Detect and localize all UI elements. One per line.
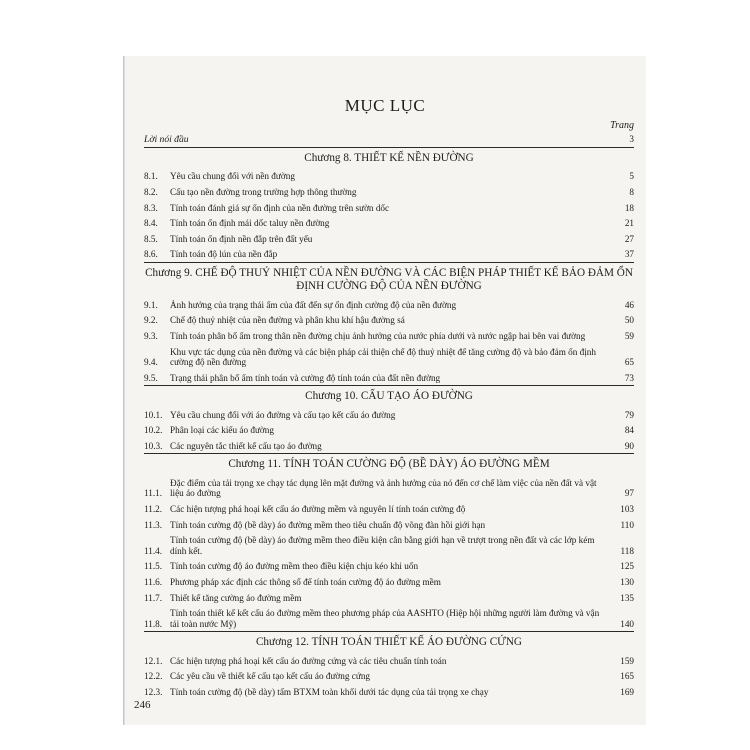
chapter-heading: Chương 9. CHẾ ĐỘ THUỶ NHIỆT CỦA NỀN ĐƯỜNG VÀ CÁC BIỆN PHÁP THIẾT KẾ BẢO ĐẢM ỔN ĐỊNH CƯỜNG ĐỘ CỦA NỀN ĐƯỜNG [145,266,633,293]
chapter-divider [144,385,634,386]
entry-title: Trạng thái phân bố ẩm tính toán và cường độ tính toán của đất nền đường [170,372,441,383]
entry-title: Yêu cầu chung đối với áo đường và cấu tạo kết cấu áo đường [170,409,396,420]
toc-entry [144,608,634,629]
entry-number: 11.3. [144,519,163,530]
entry-page: 27 [624,233,634,244]
toc-entry [144,441,634,452]
footer-page-number: 246 [134,699,151,711]
entry-page: 46 [624,299,634,310]
entry-title: Thiết kế tăng cường áo đường mềm [170,592,302,603]
entry-number: 9.2. [144,315,158,326]
entry-page: 84 [624,425,634,436]
preface-label: Lời nói đầu [144,134,189,145]
entry-page: 21 [624,218,634,229]
entry-number: 8.3. [144,202,158,213]
toc-entry [144,425,634,436]
entry-page: 5 [629,171,634,182]
entry-page: 130 [620,576,634,587]
entry-number: 10.2. [144,425,163,436]
entry-page: 50 [624,315,634,326]
entry-number: 8.6. [144,249,158,260]
toc-entry [144,234,634,245]
page-column-label: Trang [610,120,634,131]
entry-number: 12.1. [144,655,163,666]
chapters-container [144,147,634,697]
entry-title: Chế độ thuỷ nhiệt của nền đường và phân khu khí hậu đường sá [170,315,405,326]
toc-entry [144,331,634,342]
entry-title: Tính toán độ lún của nền đắp [170,249,278,260]
entry-title: Phân loại các kiểu áo đường [170,425,274,436]
chapter-heading: Chương 8. THIẾT KẾ NỀN ĐƯỜNG [304,152,474,165]
entry-page: 90 [624,440,634,451]
toc-entry [144,687,634,698]
entry-page: 110 [620,519,634,530]
table-of-contents [144,134,634,697]
entry-page: 37 [624,249,634,260]
preface-page: 3 [629,134,634,145]
entry-number: 10.1. [144,409,163,420]
entry-number: 8.4. [144,218,158,229]
toc-entry [144,478,634,499]
toc-entry [144,656,634,667]
entry-page: 159 [620,655,634,666]
preface-entry [144,134,634,145]
toc-entry [144,218,634,229]
entry-page: 59 [624,330,634,341]
page-title: MỤC LỤC [344,96,426,115]
chapter-divider [144,147,634,148]
entry-title: Tính toán đánh giá sự ổn định của nền đường trên sườn dốc [170,202,390,213]
entry-page: 125 [620,561,634,572]
entry-page: 73 [624,372,634,383]
toc-entry [144,249,634,260]
entry-title: Tính toán thiết kế kết cấu áo đường mềm theo phương pháp của AASHTO (Hiệp hội những người làm đường và vận tải toàn nước Mỹ) [170,608,600,629]
entry-number: 9.3. [144,330,158,341]
entry-title: Tính toán phân bố ẩm trong thân nền đường chịu ảnh hưởng của nước phía dưới và nước ngập hai bên vai đường [170,330,586,341]
entry-title: Các hiện tượng phá hoại kết cấu áo đường mềm và nguyên lí tính toán cường độ [170,504,466,515]
entry-page: 79 [624,409,634,420]
toc-entry [144,577,634,588]
entry-page: 18 [624,202,634,213]
entry-title: Cấu tạo nền đường trong trường hợp thông thường [170,187,357,198]
entry-number: 10.3. [144,440,163,451]
entry-page: 103 [620,504,634,515]
entry-page: 97 [624,488,634,499]
entry-page: 65 [624,357,634,368]
toc-entry [144,593,634,604]
entry-page: 118 [620,545,634,556]
entry-number: 11.8. [144,618,163,629]
entry-number: 9.5. [144,372,158,383]
toc-entry [144,561,634,572]
entry-page: 140 [620,618,634,629]
toc-entry [144,347,634,368]
entry-number: 11.6. [144,576,163,587]
entry-title: Các yêu cầu về thiết kế cấu tạo kết cấu áo đường cứng [170,671,371,682]
chapter-divider [144,631,634,632]
entry-title: Đặc điểm của tải trọng xe chạy tác dụng lên mặt đường và ảnh hưởng của nó đến cơ chế làm việc của nền đất và vật liệu áo đường [170,477,597,499]
entry-page: 135 [620,592,634,603]
chapter-heading: Chương 11. TÍNH TOÁN CƯỜNG ĐỘ (BỀ DÀY) ÁO ĐƯỜNG MỀM [228,458,550,471]
entry-number: 8.1. [144,171,158,182]
entry-number: 11.1. [144,488,163,499]
toc-entry [144,300,634,311]
entry-page: 8 [629,187,634,198]
entry-title: Phương pháp xác định các thông số để tính toán cường độ áo đường mềm [170,576,441,587]
entry-number: 12.2. [144,671,163,682]
toc-entry [144,410,634,421]
chapter-heading: Chương 12. TÍNH TOÁN THIẾT KẾ ÁO ĐƯỜNG CỨNG [255,636,523,649]
entry-number: 9.1. [144,299,158,310]
book-page [123,56,646,725]
entry-title: Tính toán ổn định mái dốc taluy nền đường [170,218,330,229]
entry-number: 11.2. [144,504,163,515]
entry-number: 11.4. [144,545,163,556]
chapter-divider [144,453,634,454]
chapter-divider [144,262,634,263]
entry-title: Các nguyên tắc thiết kế cấu tạo áo đường [170,440,322,451]
entry-title: Các hiện tượng phá hoại kết cấu áo đường cứng và các tiêu chuẩn tính toán [170,655,447,666]
toc-entry [144,504,634,515]
toc-entry [144,373,634,384]
entry-title: Tính toán ổn định nền đắp trên đất yếu [170,233,313,244]
entry-number: 12.3. [144,686,163,697]
toc-entry [144,535,634,556]
toc-entry [144,520,634,531]
toc-entry [144,315,634,326]
entry-title: Yêu cầu chung đối với nền đường [170,171,295,182]
entry-number: 8.5. [144,233,158,244]
entry-title: Ảnh hưởng của trạng thái ẩm của đất đến sự ổn định cường độ của nền đường [170,299,457,310]
entry-title: Tính toán cường độ (bề dày) áo đường mềm theo điều kiện cân bằng giới hạn về trượt trong nền đất và các lớp kém dính kết. [170,535,595,556]
toc-entry [144,671,634,682]
entry-title: Khu vực tác dụng của nền đường và các biện pháp cải thiện chế độ thuỷ nhiệt để tăng cường độ và bảo đảm ổn định cường độ nền đường [170,346,596,368]
entry-number: 8.2. [144,187,158,198]
entry-number: 9.4. [144,357,158,368]
entry-title: Tính toán cường độ (bề dày) tấm BTXM toàn khối dưới tác dụng của tải trọng xe chạy [170,686,489,697]
toc-entry [144,187,634,198]
entry-title: Tính toán cường độ (bề dày) áo đường mềm theo tiêu chuẩn độ võng đàn hồi giới hạn [170,519,486,530]
entry-page: 165 [620,671,634,682]
entry-number: 11.5. [144,561,163,572]
entry-page: 169 [620,686,634,697]
chapter-heading: Chương 10. CẤU TẠO ÁO ĐƯỜNG [305,390,473,403]
entry-number: 11.7. [144,592,163,603]
entry-title: Tính toán cường độ áo đường mềm theo điều kiện chịu kéo khi uốn [170,561,419,572]
toc-entry [144,171,634,182]
toc-entry [144,203,634,214]
